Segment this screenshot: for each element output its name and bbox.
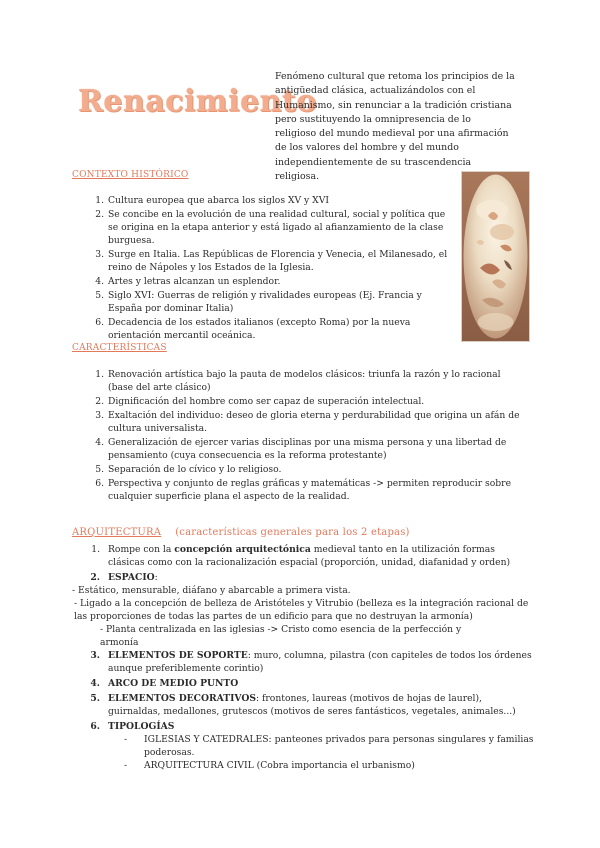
section-heading-arquitectura-label: ARQUITECTURA [72,527,162,538]
list-text-bold: ELEMENTOS DECORATIVOS [108,693,256,704]
section-heading-contexto-label: CONTEXTO HISTÓRICO [72,170,189,180]
list-number: 6. [95,317,104,328]
list-item [64,543,534,569]
tipologia-text: ARQUITECTURA CIVIL (Cobra importancia el urbanismo) [144,760,415,771]
list-number: 1. [95,195,104,206]
list-text: Dignificación del hombre como ser capaz de superación intelectual. [108,396,425,407]
list-number: 6. [90,721,100,732]
list-number: 5. [95,290,104,301]
tipologia-text: IGLESIAS Y CATEDRALES: panteones privados para personas singulares y familias poderosas. [144,734,534,758]
list-number: 4. [95,276,104,287]
list-item [95,368,528,394]
list-number: 3. [95,249,104,260]
espacio-text: - Planta centralizada en las iglesias -> Cristo como esencia de la perfección y [100,624,462,635]
dash-bullet: - [124,760,128,771]
section-heading-arquitectura [72,527,410,538]
espacio-line: - Estático, mensurable, diáfano y abarcable a primera vista. [72,585,351,596]
intro-paragraph: Fenómeno cultural que retoma los principios de la antigüedad clásica, actualizándolos con el Humanismo, sin renunciar a la tradición cristiana pero sustituyendo la omnipresencia de lo religioso del mundo medieval por una afirmación de los valores del hombre y del mundo independientemente de su trascendencia religiosa. [275,71,515,183]
list-item [64,677,534,690]
page-title: Renacimiento [78,84,317,119]
tipologia-item [64,733,534,759]
list-number: 2. [95,209,104,220]
list-text-bold: ESPACIO [108,572,155,583]
list-number: 3. [95,410,104,421]
list-item [95,248,448,274]
list-number: 5. [95,464,104,475]
ceiling-fresco-painting-icon [462,172,529,341]
contexto-list [95,194,448,343]
section-heading-note: (características generales para los 2 etapas) [175,527,410,538]
list-number: 1. [91,544,100,555]
list-item [64,649,534,675]
dash-bullet: - [124,734,128,745]
list-number: 5. [90,693,100,704]
list-item [95,289,448,315]
list-number: 6. [95,478,104,489]
list-item [95,477,528,503]
list-number: 1. [95,369,104,380]
espacio-line [64,623,534,649]
list-item [64,692,534,718]
list-text: medieval tanto en la utilización formas clásicas como con la racionalización espacial (proporción, unidad, diafanidad y orden) [108,544,511,568]
list-text: Decadencia de los estados italianos (excepto Roma) por la nueva orientación mercantil oceánica. [108,317,411,341]
list-number: 4. [90,678,100,689]
list-item [95,316,448,342]
list-item [64,720,534,733]
list-item [95,395,528,408]
section-heading-contexto [72,170,189,180]
fresco-image [461,171,530,342]
list-text: Exaltación del individuo: deseo de gloria eterna y perdurabilidad que origina un afán de cultura universalista. [108,410,520,434]
list-text: Rompe con la [108,544,175,555]
list-text-bold: ARCO DE MEDIO PUNTO [108,678,239,689]
espacio-line: - Ligado a la concepción de belleza de Aristóteles y Vitrubio (belleza es la integración racional de las proporciones de todas las partes de un edificio para que no destruyan la armonía) [74,598,529,622]
section-heading-caracteristicas [72,343,167,353]
list-number: 2. [90,572,100,583]
list-text-bold: ELEMENTOS DE SOPORTE [108,650,248,661]
list-text: Generalización de ejercer varias disciplinas por una misma persona y una libertad de pensamiento (cuya consecuencia es la reforma protestante) [108,437,507,461]
arquitectura-list [64,543,534,772]
list-number: 2. [95,396,104,407]
list-text: Siglo XVI: Guerras de religión y rivalidades europeas (Ej. Francia y España por dominar Italia) [108,290,422,314]
list-item [95,194,448,207]
list-item [95,463,528,476]
list-item [95,208,448,247]
list-item [95,436,528,462]
list-item [95,275,448,288]
list-text: : muro, columna, pilastra (con capiteles de todos los órdenes aunque preferiblemente corintio) [108,650,532,674]
list-text: : [154,572,158,583]
list-text: Perspectiva y conjunto de reglas gráficas y matemáticas -> permiten reproducir sobre cualquier superficie plana el aspecto de la realidad. [108,478,512,502]
list-item [64,571,534,584]
tipologia-item [64,759,534,772]
list-text-bold: TIPOLOGÍAS [108,721,175,732]
list-item [95,409,528,435]
list-number: 4. [95,437,104,448]
list-text: Renovación artística bajo la pauta de modelos clásicos: triunfa la razón y lo racional (base del arte clásico) [108,369,501,393]
list-text: : frontones, laureas (motivos de hojas de laurel), guirnaldas, medallones, grutescos (motivos de seres fantásticos, vegetales, animales...) [108,693,516,717]
list-text: Surge en Italia. Las Repúblicas de Florencia y Venecia, el Milanesado, el reino de Nápoles y los Estados de la Iglesia. [108,249,448,273]
list-text-bold: concepción arquitectónica [174,544,311,555]
section-heading-caracteristicas-label: CARACTERÍSTICAS [72,343,167,353]
list-text: Separación de lo cívico y lo religioso. [108,464,282,475]
list-text: Se concibe en la evolución de una realidad cultural, social y política que se origina en la etapa anterior y está ligado al afianzamiento de la clase burguesa. [108,209,446,246]
caracteristicas-list [95,368,528,504]
list-text: Artes y letras alcanzan un esplendor. [108,276,281,287]
list-text: Cultura europea que abarca los siglos XV y XVI [108,195,329,206]
list-number: 3. [90,650,100,661]
espacio-text: armonía [100,637,139,648]
